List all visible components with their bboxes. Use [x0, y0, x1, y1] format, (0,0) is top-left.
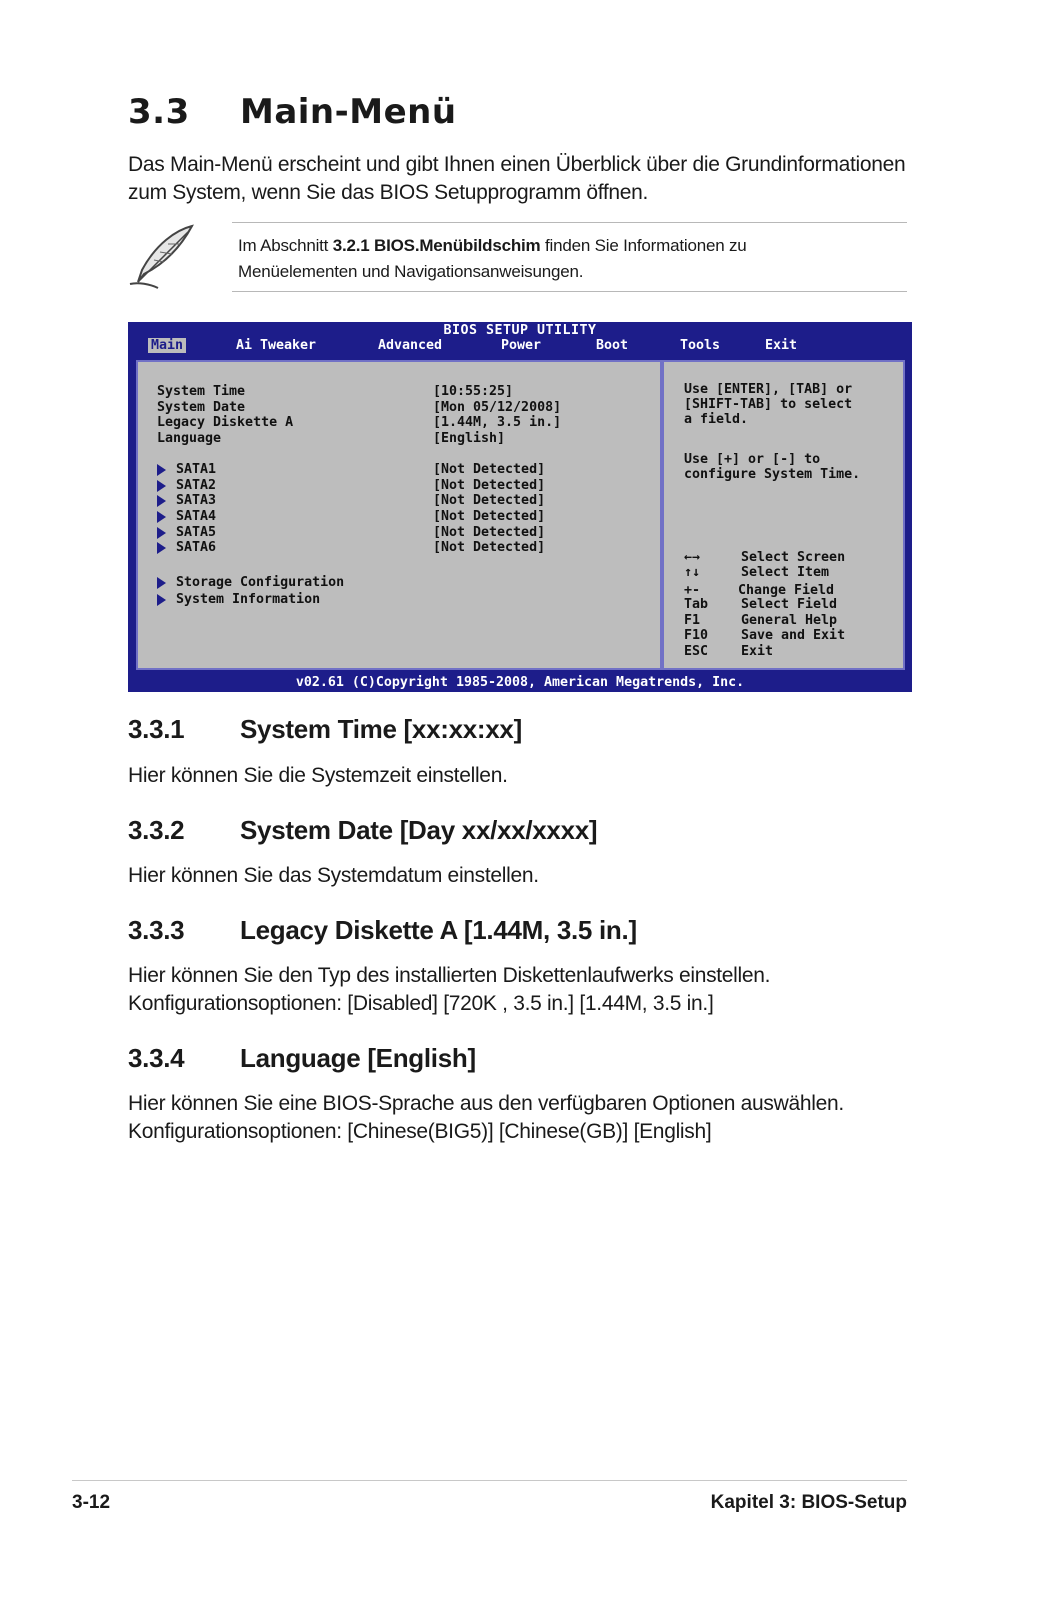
bios-copyright: v02.61 (C)Copyright 1985-2008, American Megatrends, Inc.: [295, 675, 745, 690]
section-number: 3.3.4: [128, 1043, 185, 1073]
section-number: 3.3.2: [128, 815, 185, 845]
key-desc: Select Item: [741, 565, 830, 580]
chapter-title: Kapitel 3: BIOS-Setup: [710, 1492, 907, 1513]
bios-item-legacy-diskette[interactable]: Legacy Diskette A: [157, 415, 294, 430]
section-text: Hier können Sie das Systemdatum einstellen.: [128, 864, 539, 887]
bios-tab-boot[interactable]: Boot: [596, 338, 629, 353]
bios-value-system-time[interactable]: [10:55:25]: [433, 384, 514, 399]
submenu-arrow-icon: [157, 511, 166, 523]
section-text: [128, 1090, 844, 1146]
note-top-rule: [232, 222, 907, 223]
bios-value-sata1: [Not Detected]: [433, 462, 546, 477]
page-heading: [128, 92, 457, 132]
bios-value-sata4: [Not Detected]: [433, 509, 546, 524]
section-number: 3.3.3: [128, 915, 185, 945]
intro-line: zum System, wenn Sie das BIOS Setupprogramm öffnen.: [128, 181, 649, 204]
help-line: [SHIFT-TAB] to select: [684, 397, 853, 412]
key-esc: ESC: [684, 644, 709, 659]
key-desc: Change Field: [738, 583, 835, 598]
bios-tab-ai-tweaker[interactable]: Ai Tweaker: [236, 338, 317, 353]
key-desc: Exit: [741, 644, 774, 659]
bios-main-panel: [136, 360, 662, 670]
key-up-down-icon: ↑↓: [684, 565, 701, 580]
key-desc: Select Field: [741, 597, 838, 612]
submenu-arrow-icon: [157, 464, 166, 476]
bios-tab-advanced[interactable]: Advanced: [378, 338, 443, 353]
section-text-line: Hier können Sie den Typ des installierten Diskettenlaufwerks einstellen.: [128, 964, 771, 987]
bios-tab-exit[interactable]: Exit: [765, 338, 798, 353]
bios-value-system-date[interactable]: [Mon 05/12/2008]: [433, 400, 562, 415]
bios-value-legacy-diskette[interactable]: [1.44M, 3.5 in.]: [433, 415, 562, 430]
help-line: a field.: [684, 412, 749, 427]
bios-value-sata5: [Not Detected]: [433, 525, 546, 540]
bios-menubar: [128, 338, 912, 355]
bios-tab-main[interactable]: Main: [148, 338, 186, 353]
section-number: 3.3.1: [128, 714, 185, 744]
bios-tab-power[interactable]: Power: [501, 338, 542, 353]
bios-item-language[interactable]: Language: [157, 431, 222, 446]
section-title: System Date [Day xx/xx/xxxx]: [240, 815, 598, 845]
note-line2: Menüelementen und Navigationsanweisungen.: [238, 262, 584, 281]
bios-value-language[interactable]: [English]: [433, 431, 506, 446]
section-text: Hier können Sie die Systemzeit einstellen.: [128, 764, 508, 787]
intro-line: Das Main-Menü erscheint und gibt Ihnen einen Überblick über die Grundinformationen: [128, 153, 906, 176]
section-title: Language [English]: [240, 1043, 476, 1073]
submenu-arrow-icon: [157, 577, 166, 589]
bios-item-sata1[interactable]: SATA1: [176, 462, 217, 477]
key-tab: Tab: [684, 597, 709, 612]
page-number: 3-12: [72, 1492, 111, 1513]
heading-title: Main-Menü: [240, 92, 457, 132]
note-suffix: finden Sie Informationen zu: [540, 236, 747, 255]
note-bottom-rule: [232, 291, 907, 292]
section-heading: [128, 915, 637, 946]
submenu-arrow-icon: [157, 527, 166, 539]
bios-item-sata3[interactable]: SATA3: [176, 493, 217, 508]
bios-value-sata6: [Not Detected]: [433, 540, 546, 555]
key-f1: F1: [684, 613, 701, 628]
section-text: [128, 962, 770, 1018]
section-title: System Time [xx:xx:xx]: [240, 714, 522, 744]
note-text: [238, 233, 747, 285]
bios-tab-tools[interactable]: Tools: [680, 338, 721, 353]
bios-item-system-date[interactable]: System Date: [157, 400, 246, 415]
note-reference: 3.2.1 BIOS.Menübildschim: [332, 236, 541, 255]
key-desc: General Help: [741, 613, 838, 628]
key-f10: F10: [684, 628, 709, 643]
section-text-line: Hier können Sie eine BIOS-Sprache aus den verfügbaren Optionen auswählen.: [128, 1092, 844, 1115]
help-line: configure System Time.: [684, 467, 861, 482]
submenu-arrow-icon: [157, 495, 166, 507]
footer-rule: [72, 1480, 907, 1481]
help-line: Use [ENTER], [TAB] or: [684, 382, 853, 397]
submenu-arrow-icon: [157, 594, 166, 606]
section-options-line: Konfigurationsoptionen: [Disabled] [720K , 3.5 in.] [1.44M, 3.5 in.]: [128, 992, 714, 1015]
bios-item-sata4[interactable]: SATA4: [176, 509, 217, 524]
key-desc: Save and Exit: [741, 628, 846, 643]
bios-item-sata6[interactable]: SATA6: [176, 540, 217, 555]
bios-item-sata2[interactable]: SATA2: [176, 478, 217, 493]
bios-title: BIOS SETUP UTILITY: [443, 323, 597, 338]
bios-item-sata5[interactable]: SATA5: [176, 525, 217, 540]
key-desc: Select Screen: [741, 550, 846, 565]
intro-paragraph: [128, 151, 905, 207]
submenu-arrow-icon: [157, 480, 166, 492]
section-title: Legacy Diskette A [1.44M, 3.5 in.]: [240, 915, 637, 945]
bios-value-sata2: [Not Detected]: [433, 478, 546, 493]
bios-screenshot: [128, 322, 912, 692]
bios-item-system-time[interactable]: System Time: [157, 384, 246, 399]
submenu-arrow-icon: [157, 542, 166, 554]
section-heading: [128, 714, 522, 745]
feather-pen-icon: [126, 222, 198, 292]
section-options-line: Konfigurationsoptionen: [Chinese(BIG5)] [Chinese(GB)] [English]: [128, 1120, 712, 1143]
bios-item-system-information[interactable]: System Information: [176, 592, 321, 607]
heading-number: 3.3: [128, 92, 190, 132]
note-prefix: Im Abschnitt: [238, 236, 333, 255]
key-plus-minus: +-: [684, 583, 701, 598]
key-left-right-icon: ←→: [684, 550, 701, 565]
help-line: Use [+] or [-] to: [684, 452, 821, 467]
section-heading: [128, 1043, 476, 1074]
bios-value-sata3: [Not Detected]: [433, 493, 546, 508]
bios-item-storage-configuration[interactable]: Storage Configuration: [176, 575, 345, 590]
section-heading: [128, 815, 597, 846]
bios-help-panel: [662, 360, 905, 670]
